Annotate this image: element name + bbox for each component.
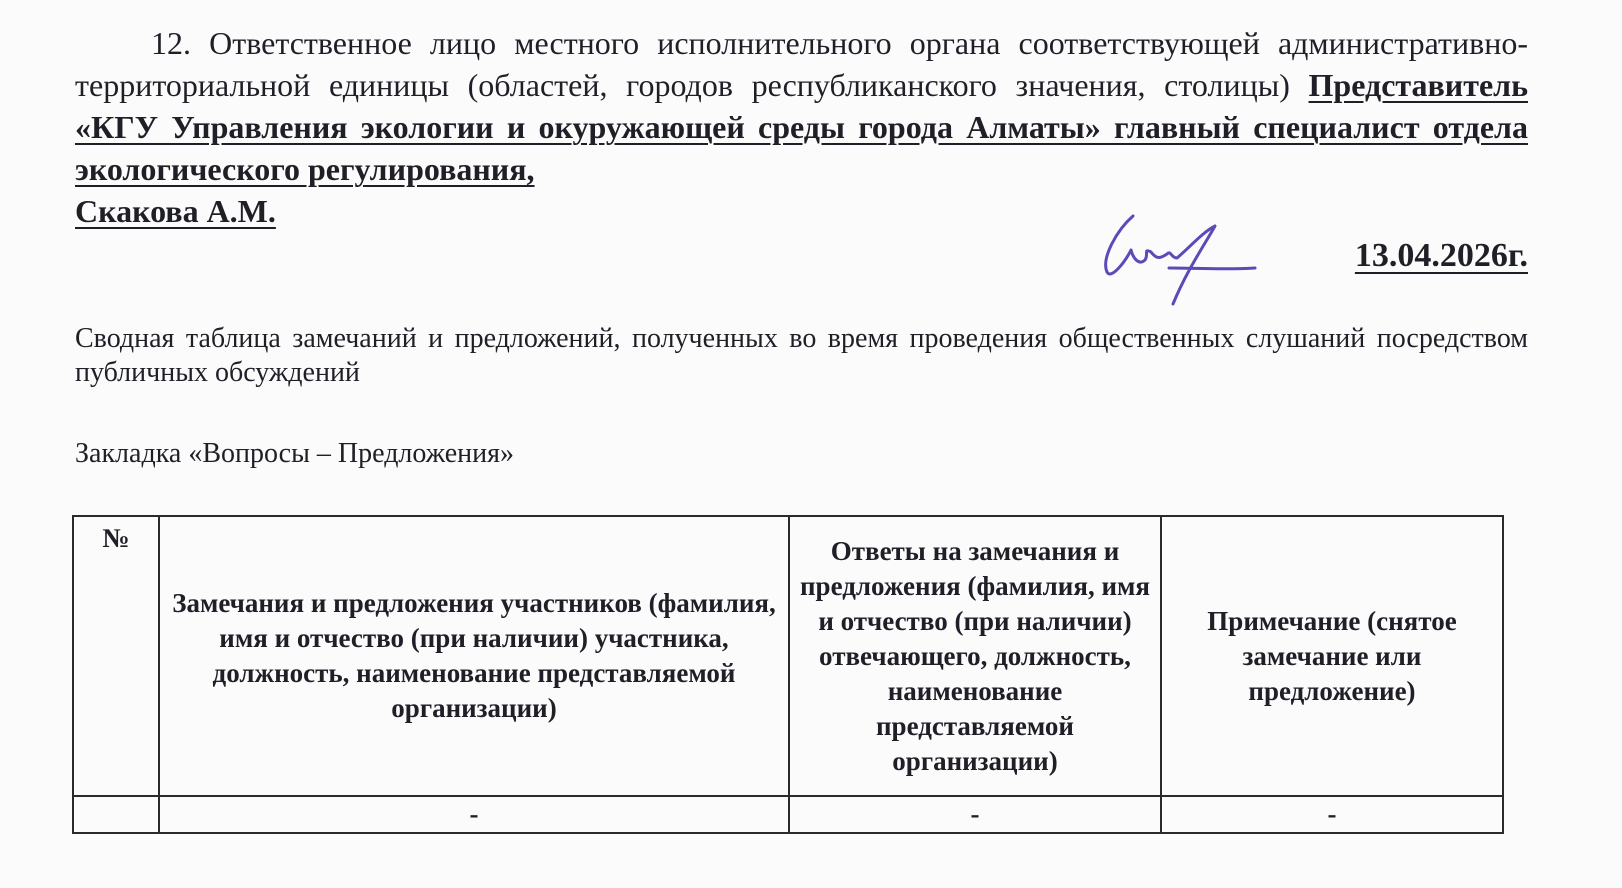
signature-icon (1095, 210, 1295, 320)
signature-date: 13.04.2026г. (1354, 237, 1528, 274)
table-cell-note: - (1161, 796, 1503, 833)
table-row (73, 796, 1503, 833)
tab-label: Закладка «Вопросы – Предложения» (75, 438, 514, 469)
representative-text: Представитель «КГУ Управления экологии и окуружающей среды города Алматы» главный специалист отдела экологического регулирования, (75, 67, 1529, 187)
table-cell-answers: - (789, 796, 1161, 833)
remarks-table (72, 515, 1504, 834)
responsible-person-paragraph (75, 22, 1528, 232)
representative-name: Скакова А.М. (75, 193, 276, 229)
summary-table-caption: Сводная таблица замечаний и предложений, полученных во время проведения общественных слушаний посредством публичных обсуждений (75, 323, 1528, 388)
header-number: № (73, 516, 159, 796)
table-cell-remarks: - (159, 796, 789, 833)
header-answers: Ответы на замечания и предложения (фамилия, имя и отчество (при наличии) отвечающего, должность, наименование представляемой организации) (789, 516, 1161, 796)
handwritten-signature (1095, 210, 1295, 320)
paragraph-number: 12. (151, 25, 191, 61)
paragraph-lead-text: Ответственное лицо местного исполнительного органа соответствующей административно-территориальной единицы (областей, городов республиканского значения, столицы) (75, 25, 1529, 103)
table-header-row (73, 516, 1503, 796)
header-note: Примечание (снятое замечание или предложение) (1161, 516, 1503, 796)
header-participant-remarks: Замечания и предложения участников (фамилия, имя и отчество (при наличии) участника, должность, наименование представляемой организации) (159, 516, 789, 796)
table-cell-number (73, 796, 159, 833)
